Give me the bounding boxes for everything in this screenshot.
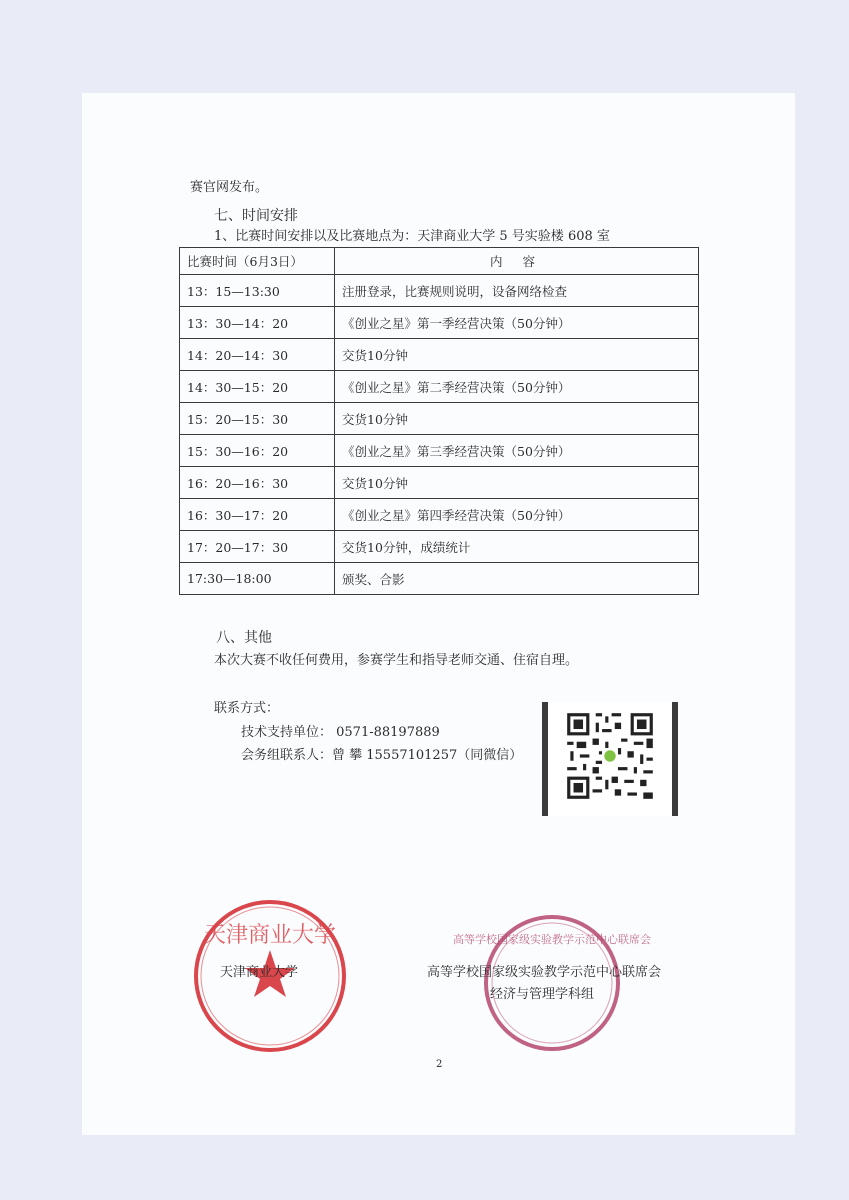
signature-right-line1: 高等学校国家级实验教学示范中心联席会 — [427, 965, 662, 980]
table-row — [180, 467, 699, 499]
page-number: 2 — [436, 1059, 443, 1070]
row-content-cell: 交货10分钟 — [335, 339, 699, 371]
row-content-cell: 《创业之星》第一季经营决策（50分钟） — [335, 307, 699, 339]
row-time-cell: 15：30—16：20 — [180, 435, 335, 467]
contact-tech: 技术支持单位： 0571-88197889 — [241, 725, 440, 740]
table-row — [180, 275, 699, 307]
schedule-table — [179, 247, 699, 595]
row-time-cell: 15：20—15：30 — [180, 403, 335, 435]
svg-text:天津商业大学: 天津商业大学 — [203, 923, 337, 948]
signature-right-line2: 经济与管理学科组 — [490, 987, 595, 1002]
table-row — [180, 339, 699, 371]
row-time-cell: 17：20—17：30 — [180, 531, 335, 563]
contact-heading: 联系方式： — [214, 701, 280, 716]
svg-text:高等学校国家级实验教学示范中心联席会: 高等学校国家级实验教学示范中心联席会 — [453, 933, 651, 946]
signature-left: 天津商业大学 — [220, 965, 299, 980]
contact-person: 会务组联系人：曾 攀 15557101257（同微信） — [241, 748, 523, 763]
header-time: 比赛时间（6月3日） — [180, 248, 335, 275]
qr-right-bar — [672, 702, 678, 816]
section8-heading: 八、其他 — [216, 630, 272, 646]
table-row — [180, 403, 699, 435]
table-header-row — [180, 248, 699, 275]
section7-heading: 七、时间安排 — [214, 208, 298, 224]
row-content-cell: 交货10分钟，成绩统计 — [335, 531, 699, 563]
row-content-cell: 《创业之星》第三季经营决策（50分钟） — [335, 435, 699, 467]
qr-left-bar — [542, 702, 548, 816]
row-time-cell: 16：20—16：30 — [180, 467, 335, 499]
section7-subheading: 1、比赛时间安排以及比赛地点为：天津商业大学 5 号实验楼 608 室 — [214, 229, 610, 244]
table-row — [180, 563, 699, 595]
table-row — [180, 435, 699, 467]
row-time-cell: 17:30—18:00 — [180, 563, 335, 595]
table-row — [180, 499, 699, 531]
row-time-cell: 14：30—15：20 — [180, 371, 335, 403]
row-time-cell: 14：20—14：30 — [180, 339, 335, 371]
row-content-cell: 注册登录，比赛规则说明，设备网络检查 — [335, 275, 699, 307]
row-content-cell: 颁奖、合影 — [335, 563, 699, 595]
row-content-cell: 交货10分钟 — [335, 403, 699, 435]
header-content: 内 容 — [335, 248, 699, 275]
row-time-cell: 16：30—17：20 — [180, 499, 335, 531]
row-time-cell: 13：15—13:30 — [180, 275, 335, 307]
row-content-cell: 《创业之星》第二季经营决策（50分钟） — [335, 371, 699, 403]
wechat-qr-code — [542, 702, 678, 816]
table-row — [180, 307, 699, 339]
intro-tail: 赛官网发布。 — [190, 180, 269, 195]
row-time-cell: 13：30—14：20 — [180, 307, 335, 339]
table-row — [180, 531, 699, 563]
qr-code-icon — [564, 710, 656, 802]
table-row — [180, 371, 699, 403]
document-page — [82, 93, 795, 1135]
row-content-cell: 交货10分钟 — [335, 467, 699, 499]
row-content-cell: 《创业之星》第四季经营决策（50分钟） — [335, 499, 699, 531]
section8-text: 本次大赛不收任何费用，参赛学生和指导老师交通、住宿自理。 — [214, 653, 579, 668]
